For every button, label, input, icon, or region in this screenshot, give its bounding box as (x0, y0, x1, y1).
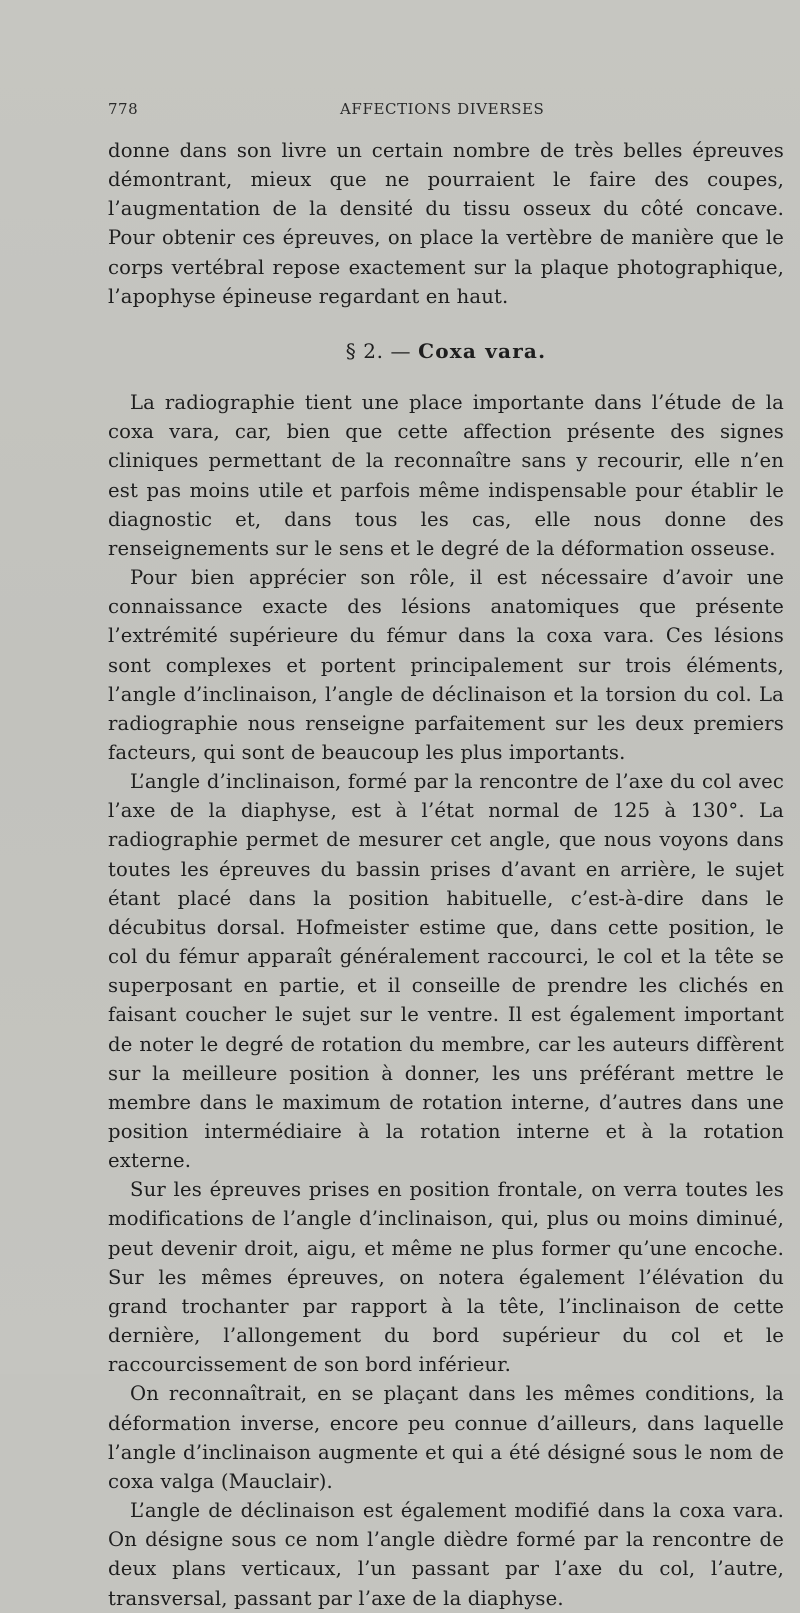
paragraph: Pour bien apprécier son rôle, il est nécessaire d’avoir une connaissance exacte des lésions anatomiques que présente l’extrémité supérieure du fémur dans la coxa vara. Ces lésions sont complexes et portent principalement sur trois éléments, l’angle d’inclinaison, l’angle de déclinaison et la torsion du col. La radiographie nous renseigne parfaitement sur les deux premiers facteurs, qui sont de beaucoup les plus importants. (108, 566, 784, 764)
section-number: § 2. — (345, 338, 412, 363)
running-head: AFFECTIONS DIVERSES (340, 100, 545, 118)
section-title: Coxa vara. (418, 338, 547, 363)
paragraph: donne dans son livre un certain nombre de très belles épreuves démontrant, mieux que ne pourraient le faire des coupes, l’augmentation de la densité du tissu osseux du côté concave. Pour obtenir ces épreuves, on place la vertèbre de manière que le corps vertébral repose exactement sur la plaque photographique, l’apophyse épineuse regardant en haut. (108, 139, 784, 308)
paragraph: L’angle d’inclinaison, formé par la rencontre de l’axe du col avec l’axe de la diaphyse, est à l’état normal de 125 à 130°. La radiographie permet de mesurer cet angle, que nous voyons dans toutes les épreuves du bassin prises d’avant en arrière, le sujet étant placé dans la position habituelle, c’est-à-dire dans le décubitus dorsal. Hofmeister estime que, dans cette position, le col du fémur apparaît généralement raccourci, le col et la tête se superposant en partie, et il conseille de prendre les clichés en faisant coucher le sujet sur le ventre. Il est également important de noter le degré de rotation du membre, car les auteurs diffèrent sur la meilleure position à donner, les uns préférant mettre le membre dans le maximum de rotation interne, d’autres dans une position intermédiaire à la rotation interne et à la rotation externe. (108, 770, 784, 1173)
page-header (108, 100, 728, 124)
paragraph: On reconnaîtrait, en se plaçant dans les mêmes conditions, la déformation inverse, encore peu connue d’ailleurs, dans laquelle l’angle d’inclinaison augmente et qui a été désigné sous le nom de coxa valga (Mauclair). (108, 1382, 784, 1493)
paragraph: Sur les épreuves prises en position frontale, on verra toutes les modifications de l’angle d’inclinaison, qui, plus ou moins diminué, peut devenir droit, aigu, et même ne plus former qu’une encoche. Sur les mêmes épreuves, on notera également l’élévation du grand trochanter par rapport à la tête, l’inclinaison de cette dernière, l’allongement du bord supérieur du col et le raccourcissement de son bord inférieur. (108, 1178, 784, 1377)
body-text (108, 136, 784, 1613)
paragraph: L’angle de déclinaison est également modifié dans la coxa vara. On désigne sous ce nom l’angle dièdre formé par la rencontre de deux plans verticaux, l’un passant par l’axe du col, l’autre, transversal, passant par l’axe de la diaphyse. (108, 1499, 784, 1610)
paragraph: La radiographie tient une place importante dans l’étude de la coxa vara, car, bien que cette affection présente des signes cliniques permettant de la reconnaître sans y recourir, elle n’en est pas moins utile et parfois même indispensable pour établir le diagnostic et, dans tous les cas, elle nous donne des renseignements sur le sens et le degré de la déformation osseuse. (108, 391, 784, 560)
section-heading (108, 337, 784, 366)
page-number: 778 (108, 100, 139, 118)
